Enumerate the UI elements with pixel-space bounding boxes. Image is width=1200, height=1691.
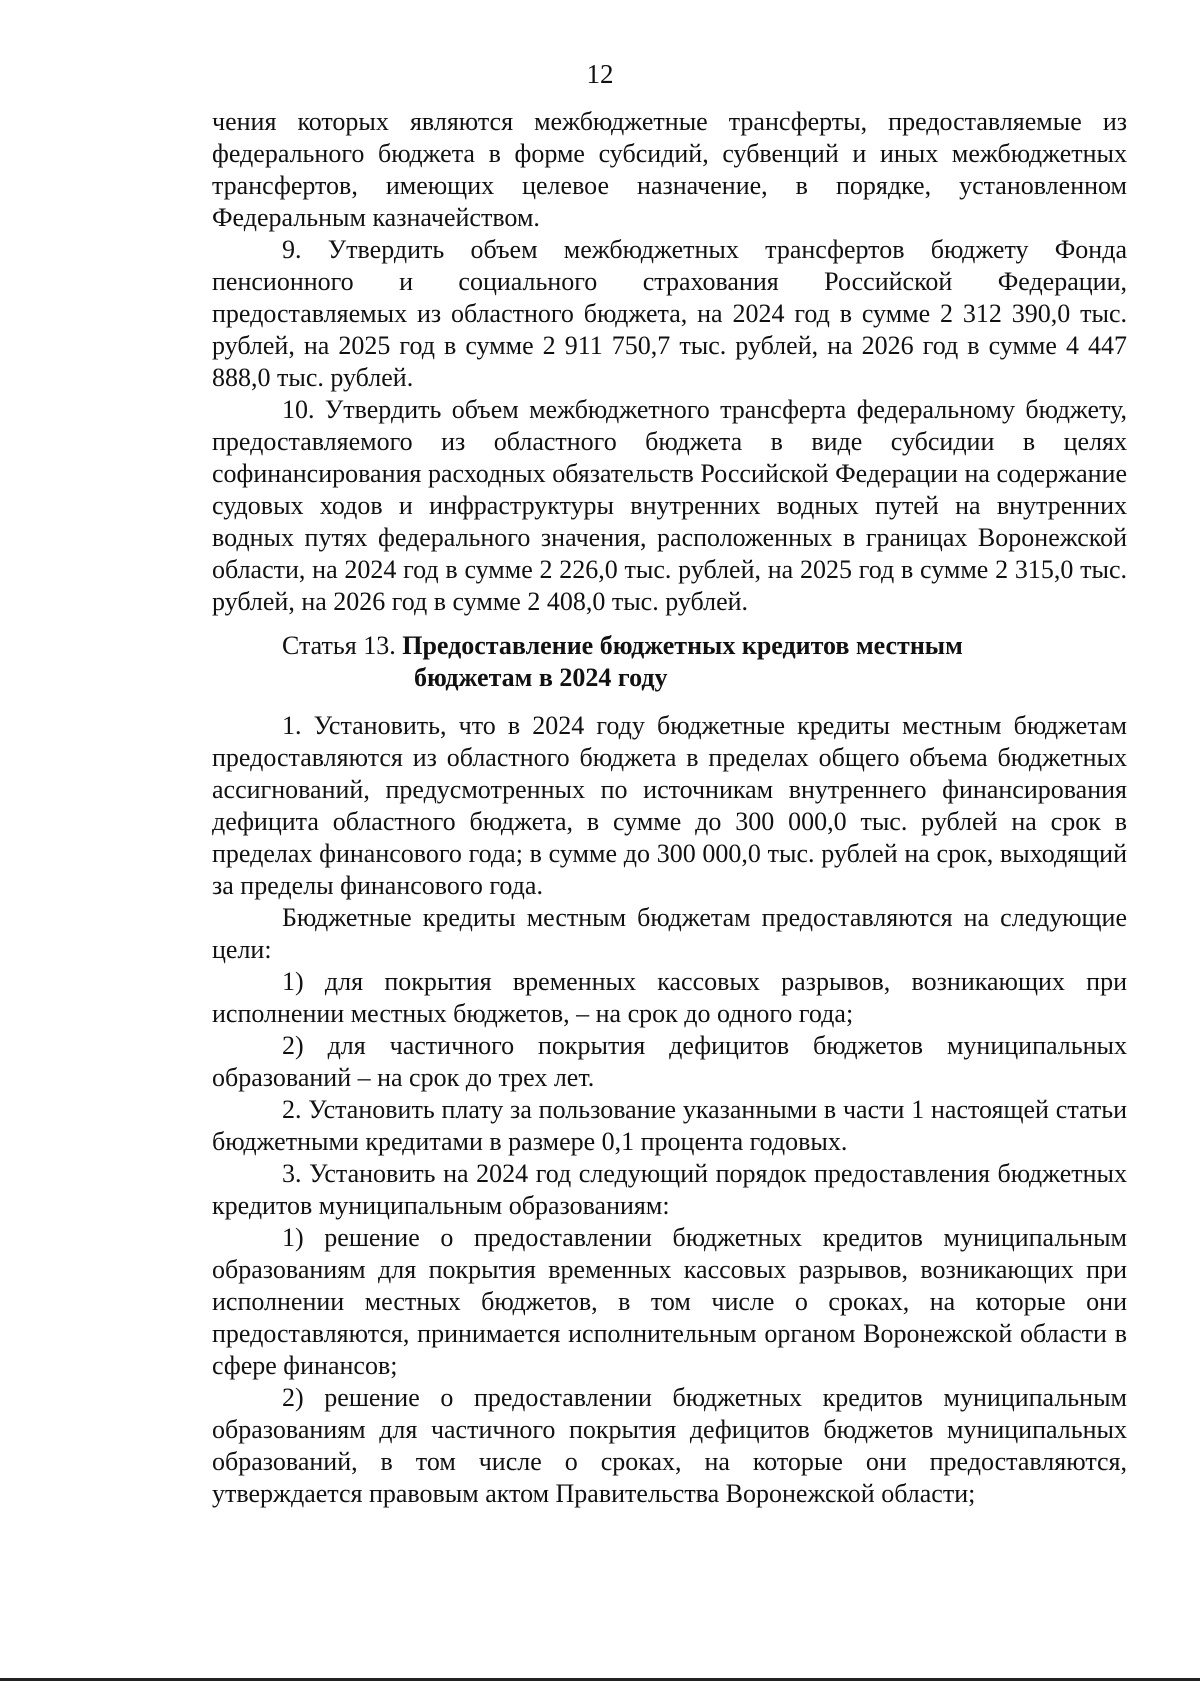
article-heading	[212, 630, 1127, 694]
paragraph-item-10: 10. Утвердить объем межбюджетного трансферта федеральному бюджету, предоставляемого из областного бюджета в виде субсидии в целях софинансирования расходных обязательств Российской Федерации на содержание судовых ходов и инфраструктуры внутренних водных путей на внутренних водных путях федерального значения, расположенных в границах Воронежской области, на 2024 год в сумме 2 226,0 тыс. рублей, на 2025 год в сумме 2 315,0 тыс. рублей, на 2026 год в сумме 2 408,0 тыс. рублей.	[212, 395, 1127, 616]
paragraph-purposes: Бюджетные кредиты местным бюджетам предоставляются на следующие цели:	[212, 903, 1127, 964]
article-title-line-1: Предоставление бюджетных кредитов местным	[402, 631, 963, 660]
paragraph-purpose-1: 1) для покрытия временных кассовых разрывов, возникающих при исполнении местных бюджетов, – на срок до одного года;	[212, 967, 1127, 1028]
paragraph-part-2: 2. Установить плату за пользование указанными в части 1 настоящей статьи бюджетными кредитами в размере 0,1 процента годовых.	[212, 1095, 1127, 1156]
paragraph-continuation: чения которых являются межбюджетные трансферты, предоставляемые из федерального бюджета в форме субсидий, субвенций и иных межбюджетных трансфертов, имеющих целевое назначение, в порядке, установленном Федеральным казначейством.	[212, 107, 1127, 232]
page-number: 12	[586, 59, 614, 89]
paragraph-part-3-item-1: 1) решение о предоставлении бюджетных кредитов муниципальным образованиям для покрытия временных кассовых разрывов, возникающих при исполнении местных бюджетов, в том числе о сроках, на которые они предоставляются, принимается исполнительным органом Воронежской области в сфере финансов;	[212, 1223, 1127, 1380]
paragraph-part-1: 1. Установить, что в 2024 году бюджетные кредиты местным бюджетам предоставляются из областного бюджета в пределах общего объема бюджетных ассигнований, предусмотренных по источникам внутреннего финансирования дефицита областного бюджета, в сумме до 300 000,0 тыс. рублей на срок в пределах финансового года; в сумме до 300 000,0 тыс. рублей на срок, выходящий за пределы финансового года.	[212, 711, 1127, 900]
document-body	[212, 106, 1127, 1510]
paragraph-purpose-2: 2) для частичного покрытия дефицитов бюджетов муниципальных образований – на срок до трех лет.	[212, 1031, 1127, 1092]
paragraph-item-9: 9. Утвердить объем межбюджетных трансфертов бюджету Фонда пенсионного и социального страхования Российской Федерации, предоставляемых из областного бюджета, на 2024 год в сумме 2 312 390,0 тыс. рублей, на 2025 год в сумме 2 911 750,7 тыс. рублей, на 2026 год в сумме 4 447 888,0 тыс. рублей.	[212, 235, 1127, 392]
paragraph-part-3: 3. Установить на 2024 год следующий порядок предоставления бюджетных кредитов муниципальным образованиям:	[212, 1159, 1127, 1220]
page-bottom-rule	[0, 1678, 1200, 1681]
paragraph-part-3-item-2: 2) решение о предоставлении бюджетных кредитов муниципальным образованиям для частичного покрытия дефицитов бюджетов муниципальных образований, в том числе о сроках, на которые они предоставляются, утверждается правовым актом Правительства Воронежской области;	[212, 1383, 1127, 1508]
article-number: Статья 13.	[282, 631, 403, 660]
article-title-line-2: бюджетам в 2024 году	[414, 663, 668, 692]
